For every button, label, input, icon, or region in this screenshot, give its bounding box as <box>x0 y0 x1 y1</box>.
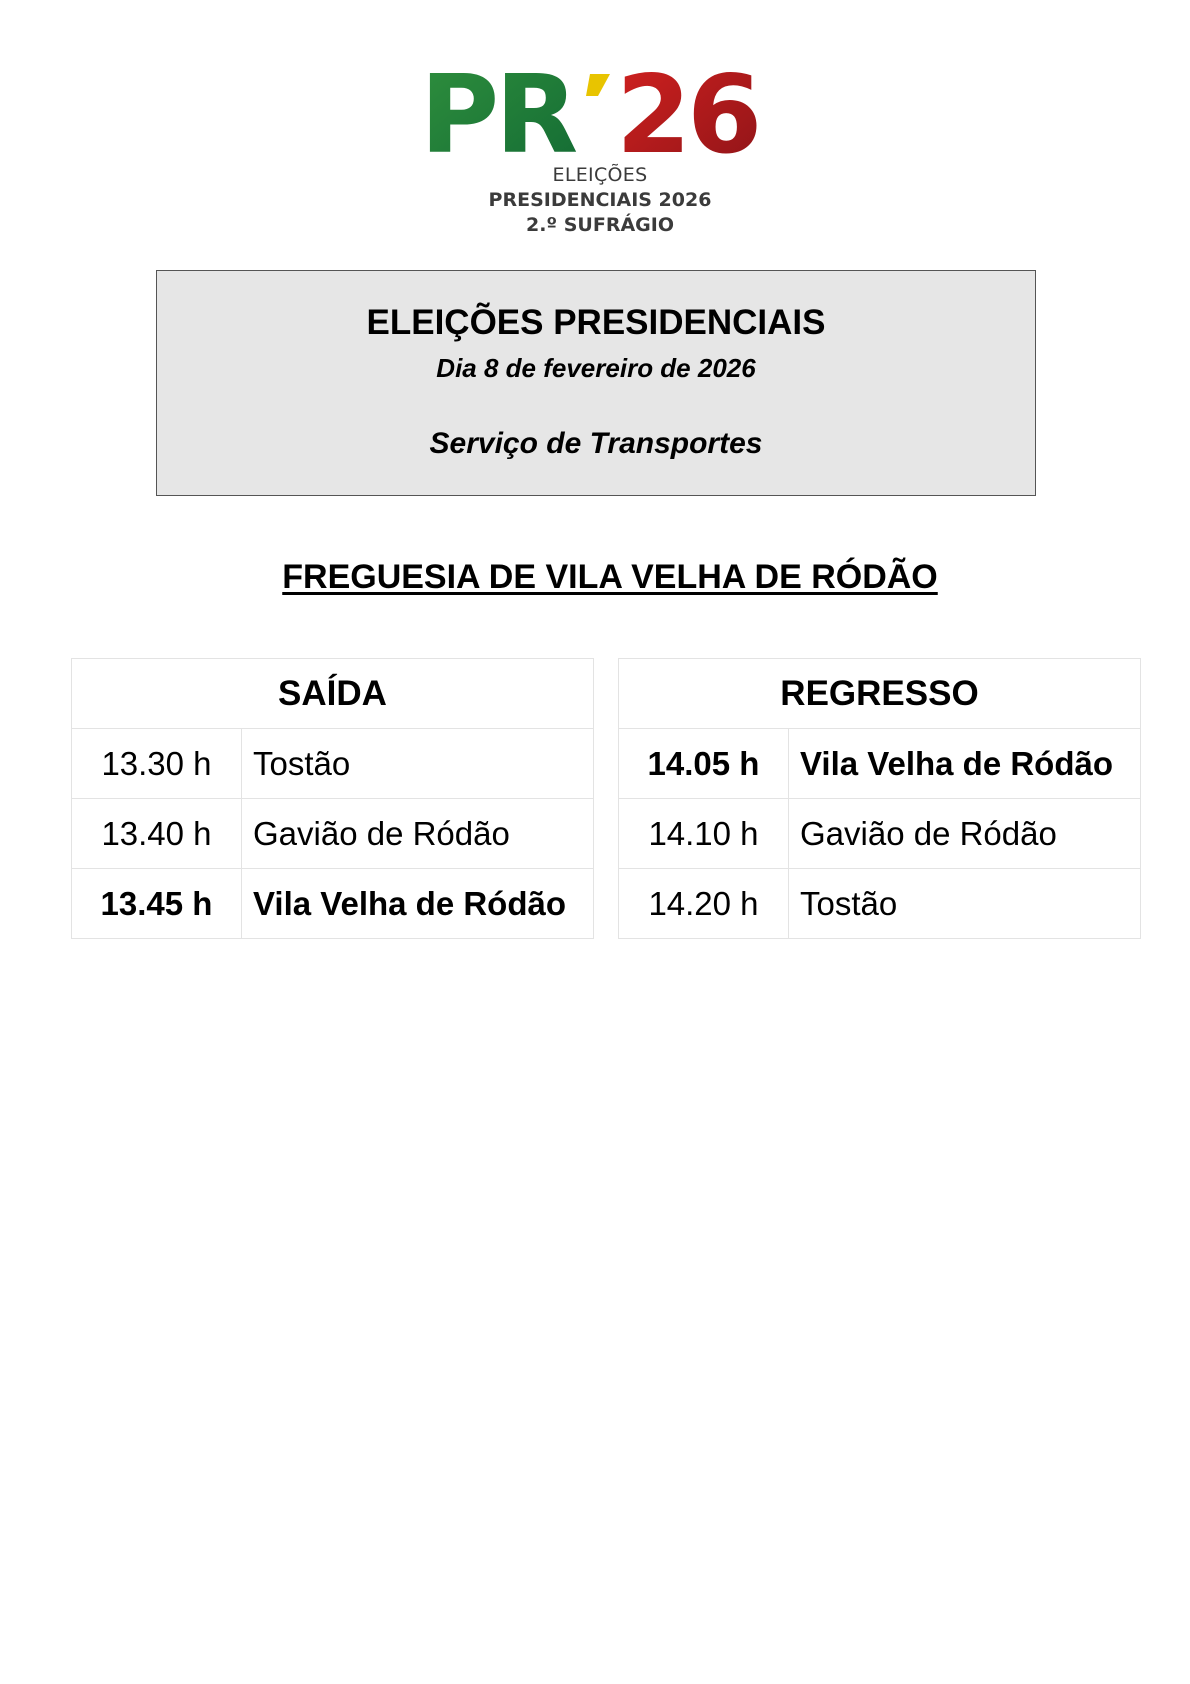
departure-place: Tostão <box>242 729 594 799</box>
return-time: 14.20 h <box>619 869 789 939</box>
departure-place: Vila Velha de Ródão <box>242 869 594 939</box>
departure-time: 13.45 h <box>72 869 242 939</box>
svg-text:PR: PR <box>420 60 575 160</box>
pr26-logo-mark <box>420 60 780 160</box>
title-box <box>156 270 1036 496</box>
table-row <box>72 729 594 799</box>
table-row <box>619 869 1141 939</box>
departure-place: Gavião de Ródão <box>242 799 594 869</box>
departure-time: 13.40 h <box>72 799 242 869</box>
logo-line-presidential: PRESIDENCIAIS 2026 <box>488 189 712 211</box>
table-row <box>619 799 1141 869</box>
logo-line-elections: ELEIÇÕES <box>552 164 648 186</box>
return-heading: REGRESSO <box>619 659 1141 729</box>
table-header-row <box>72 659 594 729</box>
table-header-row <box>619 659 1141 729</box>
logo-line-round: 2.º SUFRÁGIO <box>525 214 674 236</box>
table-row <box>72 869 594 939</box>
return-place: Gavião de Ródão <box>789 799 1141 869</box>
return-place: Tostão <box>789 869 1141 939</box>
return-table <box>618 658 1141 939</box>
election-date: Dia 8 de fevereiro de 2026 <box>436 353 756 383</box>
departure-time: 13.30 h <box>72 729 242 799</box>
departure-table <box>71 658 594 939</box>
freguesia-heading: FREGUESIA DE VILA VELHA DE RÓDÃO <box>282 558 938 596</box>
return-place: Vila Velha de Ródão <box>789 729 1141 799</box>
departure-heading: SAÍDA <box>72 659 594 729</box>
service-title: Serviço de Transportes <box>429 427 763 460</box>
document-title: ELEIÇÕES PRESIDENCIAIS <box>366 303 826 342</box>
return-time: 14.10 h <box>619 799 789 869</box>
election-logo <box>420 60 780 240</box>
table-row <box>72 799 594 869</box>
svg-text:26: 26 <box>616 60 759 160</box>
table-row <box>619 729 1141 799</box>
return-time: 14.05 h <box>619 729 789 799</box>
